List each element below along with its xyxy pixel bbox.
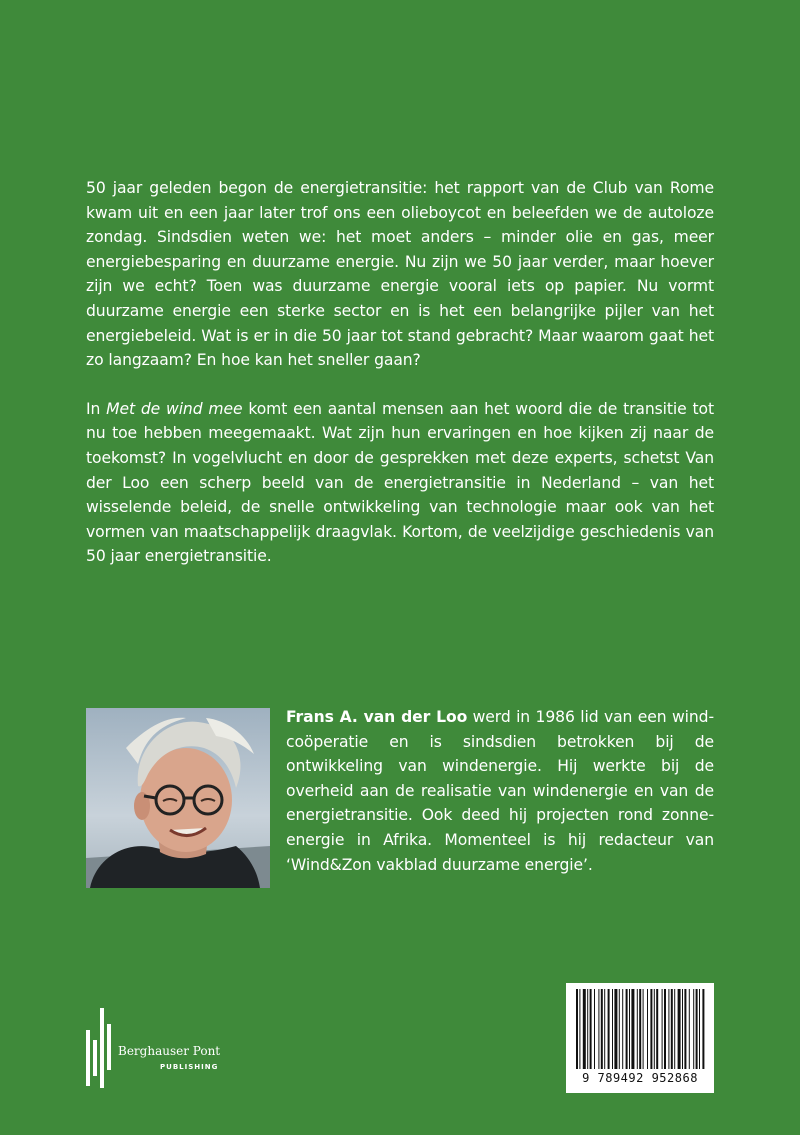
publisher-bars-icon [86,1008,116,1088]
author-bio-text: werd in 1986 lid van een wind-coöperatie en is sindsdien betrokken bij de ontwikkeling van windenergie. Hij werkte bij de overheid aan de realisatie van windenergie en van de energietransitie. Ook deed hij projecten rond zonne-energie in Afrika. Momenteel is hij redacteur van ‘Wind&Zon vakblad duurzame energie’. [286,708,714,874]
barcode-bars [574,989,706,1069]
blurb-p2-rest: komt een aantal mensen aan het woord die de transitie tot nu toe hebben meegemaakt. Wat zijn hun ervaringen en hoe kijken zij naar de toekomst? In vogelvlucht en door de gesprekken met deze experts, schetst Van der Loo een scherp beeld van de energietransitie in Nederland – van het wisselende beleid, de snelle ontwikkeling van technologie maar ook van het vormen van maatschappelijk draagvlak. Kortom, de veelzijdige geschiedenis van 50 jaar energietransitie. [86,399,714,566]
barcode-bar [702,989,704,1069]
book-title-italic: Met de wind mee [106,399,243,418]
barcode-bar [671,989,673,1069]
barcode-bar [668,989,669,1069]
barcode-bar [664,989,666,1069]
barcode-bar [693,989,694,1069]
barcode-bar [626,989,628,1069]
publisher-subtitle: PUBLISHING [160,1063,219,1071]
author-photo [86,708,270,888]
back-cover-blurb [86,176,714,593]
barcode-bar [608,989,610,1069]
barcode-bar [684,989,686,1069]
barcode-bar [647,989,648,1069]
barcode-bar [614,989,617,1069]
isbn-digits: 9 789492 952868 [582,1071,698,1085]
barcode-bar [604,989,605,1069]
barcode-bar [682,989,683,1069]
barcode-bar [650,989,652,1069]
blurb-p2-lead: In [86,399,107,418]
barcode-bar [612,989,613,1069]
barcode-bar [601,989,603,1069]
barcode-bar [587,989,588,1069]
barcode-bar [656,989,658,1069]
barcode-bar [699,989,700,1069]
author-portrait-illustration [86,708,270,888]
barcode-bar [598,989,599,1069]
barcode-bar [583,989,586,1069]
barcode-bar [678,989,681,1069]
barcode-bar [579,989,580,1069]
barcode-bar [674,989,675,1069]
barcode-bar [631,989,634,1069]
blurb-paragraph-1: 50 jaar geleden begon de energietransitie: het rapport van de Club van Rome kwam uit en een jaar later trof ons een olieboycot en beleefden we de autoloze zondag. Sindsdien weten we: het moet anders – minder olie en gas, meer energiebesparing en duurzame energie. Nu zijn we 50 jaar verder, maar hoever zijn we echt? Toen was duurzame energie vooral iets op papier. Nu vormt duurzame energie een sterke sector en is het een belangrijke pijler van het energiebeleid. Wat is er in die 50 jaar tot stand gebracht? Maar waarom gaat het zo langzaam? En hoe kan het sneller gaan? [86,179,714,370]
barcode-bar [639,989,641,1069]
author-name: Frans A. van der Loo [286,708,468,726]
barcode-bar [590,989,592,1069]
barcode-bar [643,989,644,1069]
barcode-bar [689,989,690,1069]
barcode-bar [622,989,623,1069]
author-bio [286,705,714,877]
barcode-bar [594,989,595,1069]
blurb-paragraph-2 [86,397,714,569]
isbn-barcode [566,983,714,1093]
barcode-bar [619,989,620,1069]
barcode-bar [629,989,630,1069]
barcode-bar [654,989,655,1069]
barcode-bar [637,989,638,1069]
barcode-bar [696,989,698,1069]
barcode-bar [662,989,663,1069]
publisher-name: Berghauser Pont [118,1044,221,1058]
publisher-logo [86,1008,246,1088]
barcode-bar [576,989,578,1069]
